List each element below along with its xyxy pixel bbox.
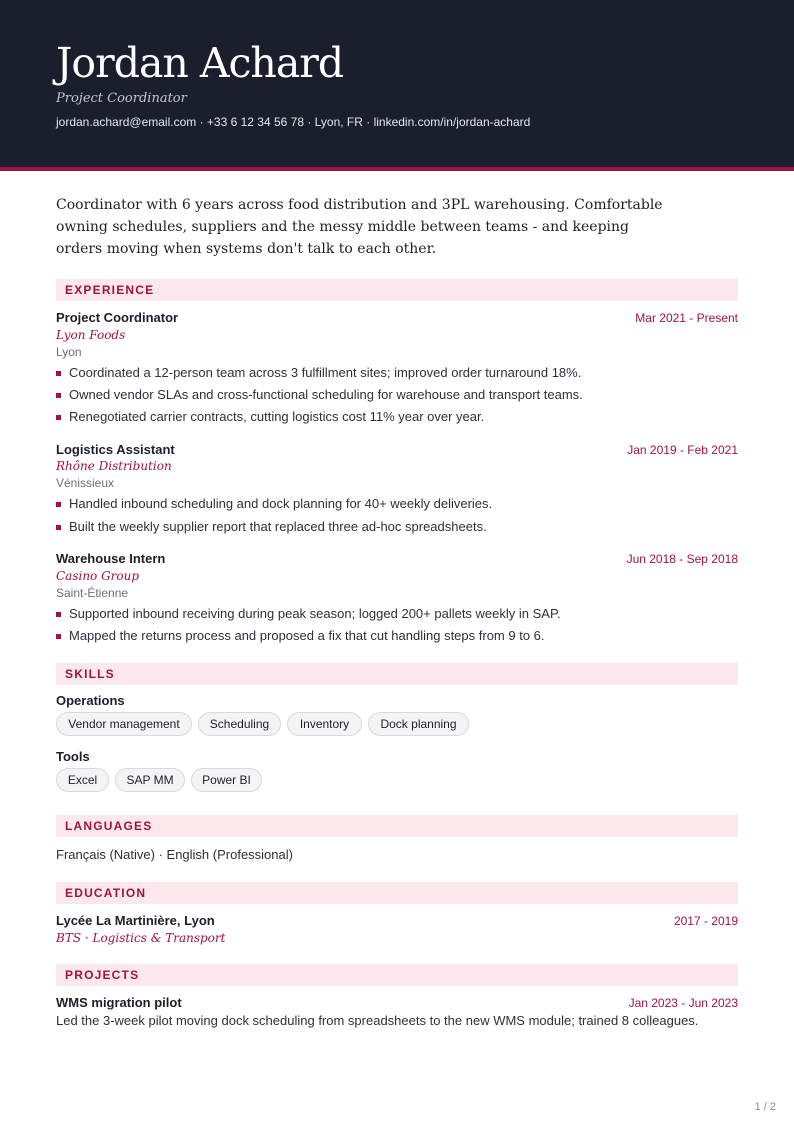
school-name: Lycée La Martinière, Lyon bbox=[56, 913, 215, 928]
section-title: PROJECTS bbox=[65, 968, 140, 982]
section-title: EXPERIENCE bbox=[65, 283, 155, 297]
company-name: Rhône Distribution bbox=[56, 459, 172, 473]
section-title: EDUCATION bbox=[65, 886, 147, 900]
job-bullet: Supported inbound receiving during peak season; logged 200+ pallets weekly in SAP. bbox=[56, 606, 561, 622]
section-title: LANGUAGES bbox=[65, 819, 153, 833]
job-location: Saint-Étienne bbox=[56, 586, 129, 600]
job-location: Vénissieux bbox=[56, 476, 115, 490]
candidate-role: Project Coordinator bbox=[56, 91, 187, 106]
skill-pill: Power BI bbox=[191, 768, 262, 792]
job-bullet: Mapped the returns process and proposed a fix that cut handling steps from 9 to 6. bbox=[56, 628, 545, 644]
education-dates: 2017 - 2019 bbox=[673, 914, 738, 928]
job-dates: Mar 2021 - Present bbox=[635, 311, 738, 325]
candidate-name: Jordan Achard bbox=[56, 39, 344, 87]
languages-line: Français (Native) · English (Professional) bbox=[56, 847, 293, 862]
section-header-education bbox=[56, 882, 738, 904]
header-accent-rule bbox=[0, 167, 794, 171]
skill-group-label: Tools bbox=[56, 749, 90, 764]
skill-pill: Dock planning bbox=[368, 712, 469, 736]
section-header-skills bbox=[56, 663, 738, 685]
job-title: Logistics Assistant bbox=[56, 442, 175, 457]
section-title: SKILLS bbox=[65, 667, 115, 681]
project-dates: Jan 2023 - Jun 2023 bbox=[628, 996, 738, 1010]
job-title: Warehouse Intern bbox=[56, 551, 166, 566]
job-bullet: Coordinated a 12-person team across 3 fulfillment sites; improved order turnaround 18%. bbox=[56, 365, 581, 381]
job-dates: Jun 2018 - Sep 2018 bbox=[626, 552, 738, 566]
skill-pill: SAP MM bbox=[115, 768, 185, 792]
page-indicator: 1 / 2 bbox=[754, 1101, 776, 1113]
skill-pill: Inventory bbox=[287, 712, 362, 736]
project-description: Led the 3-week pilot moving dock scheduling from spreadsheets to the new WMS module; trained 8 colleagues. bbox=[56, 1013, 699, 1028]
job-bullet: Built the weekly supplier report that replaced three ad-hoc spreadsheets. bbox=[56, 519, 487, 535]
job-bullet: Owned vendor SLAs and cross-functional scheduling for warehouse and transport teams. bbox=[56, 387, 583, 403]
skill-pill: Excel bbox=[56, 768, 109, 792]
job-dates: Jan 2019 - Feb 2021 bbox=[627, 443, 738, 457]
project-title: WMS migration pilot bbox=[56, 995, 182, 1010]
company-name: Casino Group bbox=[56, 569, 140, 583]
section-header-projects bbox=[56, 964, 738, 986]
contact-line: jordan.achard@email.com · +33 6 12 34 56 78 · Lyon, FR · linkedin.com/in/jordan-achard bbox=[56, 115, 531, 129]
company-name: Lyon Foods bbox=[56, 328, 126, 342]
job-title: Project Coordinator bbox=[56, 310, 179, 325]
section-header-languages bbox=[56, 815, 738, 837]
job-location: Lyon bbox=[56, 345, 82, 359]
summary-paragraph: Coordinator with 6 years across food distribution and 3PL warehousing. Comfortable owning schedules, suppliers and the messy middle between teams - and keeping orders moving when systems don't talk to each other. bbox=[56, 197, 663, 257]
job-bullet: Renegotiated carrier contracts, cutting logistics cost 11% year over year. bbox=[56, 409, 484, 425]
degree-name: BTS · Logistics & Transport bbox=[56, 931, 226, 945]
resume-header bbox=[0, 0, 794, 167]
skill-pill: Scheduling bbox=[198, 712, 281, 736]
section-header-experience bbox=[56, 279, 738, 301]
job-bullet: Handled inbound scheduling and dock planning for 40+ weekly deliveries. bbox=[56, 496, 492, 512]
skill-group-label: Operations bbox=[56, 693, 125, 708]
skill-pill: Vendor management bbox=[56, 712, 192, 736]
